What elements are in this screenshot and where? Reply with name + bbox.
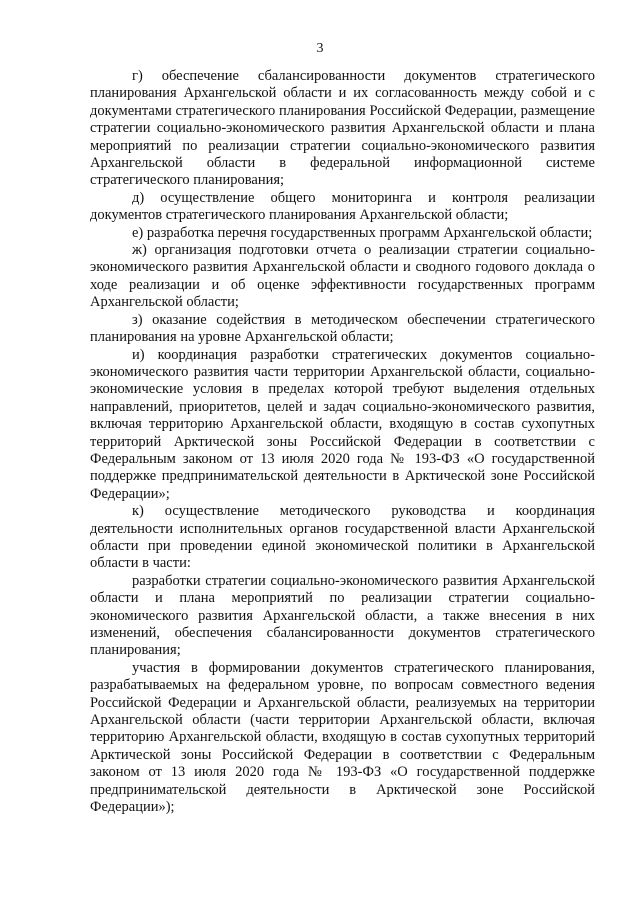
document-body — [90, 68, 595, 816]
paragraph-k: к) осуществление методического руководства и координация деятельности исполнительных органов государственной власти Архангельской области при проведении единой экономической политики в Архангельской области в части: — [90, 503, 595, 572]
paragraph-g: г) обеспечение сбалансированности документов стратегического планирования Архангельской области и их согласованность между собой и с документами стратегического планирования Российской Федерации, размещение стратегии социально-экономического развития Архангельской области и плана мероприятий по реализации стратегии социально-экономического развития Архангельской области в федеральной информационной системе стратегического планирования; — [90, 68, 595, 189]
paragraph-e: е) разработка перечня государственных программ Архангельской области; — [132, 224, 593, 241]
paragraph-k-item-development: разработки стратегии социально-экономического развития Архангельской области и плана мероприятий по реализации стратегии социально-экономического развития Архангельской области, а также внесения в них изменений, обеспечения сбалансированности документов стратегического планирования; — [90, 572, 595, 659]
page-number: 3 — [316, 41, 324, 56]
paragraph-z: з) оказание содействия в методическом обеспечении стратегического планирования на уровне Архангельской области; — [90, 311, 595, 346]
paragraph-d: д) осуществление общего мониторинга и контроля реализации документов стратегического планирования Архангельской области; — [90, 189, 595, 224]
paragraph-zh: ж) организация подготовки отчета о реализации стратегии социально-экономического развития Архангельской области и сводного годового доклада о ходе реализации и об оценке эффективности государственных программ Архангельской области; — [90, 242, 595, 311]
paragraph-i: и) координация разработки стратегических документов социально-экономического развития части территории Архангельской области, социально-экономические условия в пределах которой требуют выделения отдельных направлений, приоритетов, целей и задач социально-экономического развития, включая территорию Архангельской области, входящую в состав сухопутных территорий Арктической зоны Российской Федерации в соответствии с Федеральным законом от 13 июля 2020 года № 193-ФЗ «О государственной поддержке предпринимательской деятельности в Арктической зоне Российской Федерации»; — [90, 346, 595, 502]
paragraph-k-item-participation: участия в формировании документов стратегического планирования, разрабатываемых на федеральном уровне, по вопросам совместного ведения Российской Федерации и Архангельской области, реализуемых на территории Архангельской области (части территории Архангельской области, включая территорию Архангельской области, входящую в состав сухопутных территорий Арктической зоны Российской Федерации в соответствии с Федеральным законом от 13 июля 2020 года № 193-ФЗ «О государственной поддержке предпринимательской деятельности в Арктической зоне Российской Федерации»); — [90, 659, 595, 816]
